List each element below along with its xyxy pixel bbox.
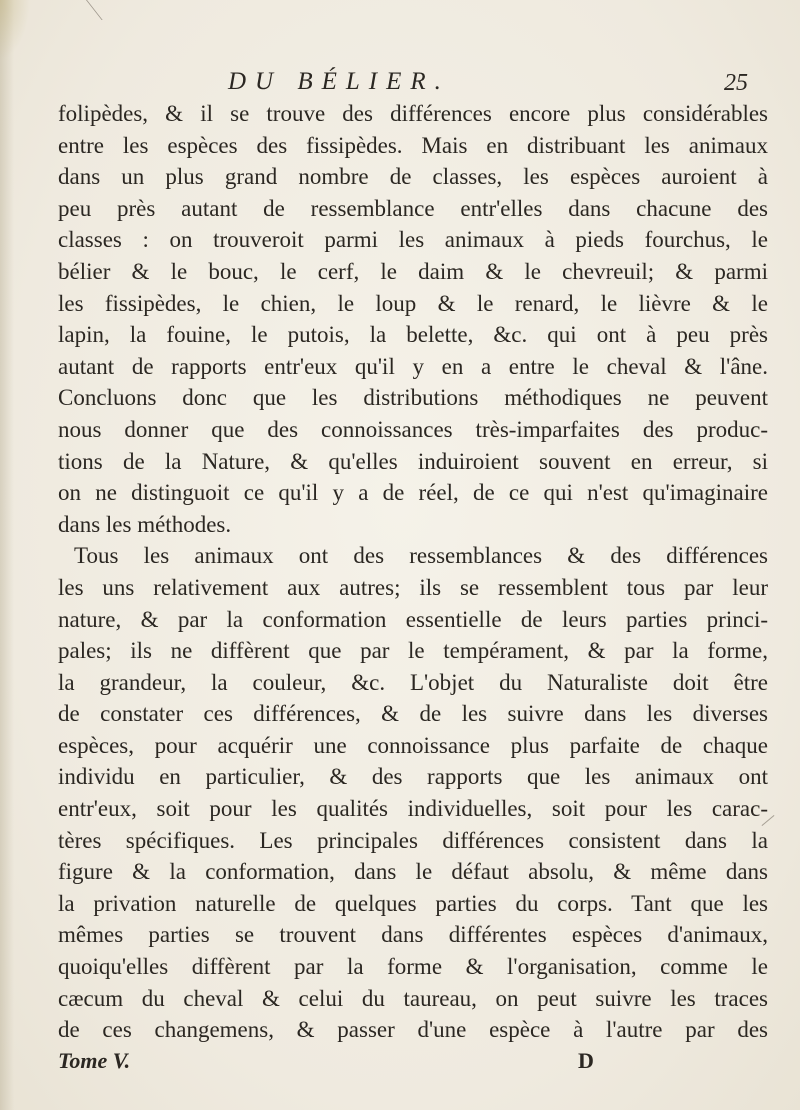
page-header [58,68,768,100]
text-line: pales; ils ne diffèrent que par le tempérament, & par la forme, [58,638,768,664]
text-line: bélier & le bouc, le cerf, le daim & le chevreuil; & parmi [58,258,768,284]
text-line: nous donner que des connoissances très-imparfaites des produc- [58,416,768,442]
text-line: les uns relativement aux autres; ils se ressemblent tous par leur [58,574,768,600]
text-line: cæcum du cheval & celui du taureau, on peut suivre les traces [58,985,768,1011]
binding-shadow [0,0,14,1110]
text-line: classes : on trouveroit parmi les animaux à pieds fourchus, le [58,227,768,253]
text-line: entr'eux, soit pour les qualités individuelles, soit pour les carac- [58,796,768,822]
text-line: mêmes parties se trouvent dans différentes espèces d'animaux, [58,922,768,948]
text-line: lapin, la fouine, le putois, la belette, &c. qui ont à peu près [58,322,768,348]
gathering-signature: D [578,1048,594,1073]
page-footer [58,1048,768,1076]
page-number: 25 [724,70,748,96]
volume-signature: Tome V. [58,1048,131,1073]
running-head: DU BÉLIER. [228,68,450,95]
text-line: espèces, pour acquérir une connoissance plus parfaite de chaque [58,732,768,758]
text-line: la privation naturelle de quelques parties du corps. Tant que les [58,890,768,916]
text-line: autant de rapports entr'eux qu'il y en a entre le cheval & l'âne. [58,353,768,379]
text-line: on ne distinguoit ce qu'il y a de réel, de ce qui n'est qu'imaginaire [58,480,768,506]
text-line: Concluons donc que les distributions méthodiques ne peuvent [58,385,768,411]
text-line: tères spécifiques. Les principales différences consistent dans la [58,827,768,853]
body-text [58,98,768,1046]
text-line: Tous les animaux ont des ressemblances & des différences [74,543,768,569]
text-line: dans les méthodes. [58,511,232,537]
text-line: individu en particulier, & des rapports que les animaux ont [58,764,768,790]
text-line: de ces changemens, & passer d'une espèce à l'autre par des [58,1017,768,1043]
text-line: nature, & par la conformation essentielle de leurs parties princi- [58,606,768,632]
text-line: quoiqu'elles diffèrent par la forme & l'organisation, comme le [58,954,768,980]
text-line: dans un plus grand nombre de classes, les espèces auroient à [58,164,768,190]
text-line: figure & la conformation, dans le défaut absolu, & même dans [58,859,768,885]
text-line: les fissipèdes, le chien, le loup & le renard, le lièvre & le [58,290,768,316]
text-line: peu près autant de ressemblance entr'elles dans chacune des [58,195,768,221]
text-line: folipèdes, & il se trouve des différences encore plus considérables [58,101,768,126]
text-line: la grandeur, la couleur, &c. L'objet du Naturaliste doit être [58,669,768,695]
text-line: tions de la Nature, & qu'elles induiroient souvent en erreur, si [58,448,768,474]
corner-stain [0,0,30,60]
fold-mark [86,0,139,20]
text-line: de constater ces différences, & de les suivre dans les diverses [58,701,768,727]
text-line: entre les espèces des fissipèdes. Mais en distribuant les animaux [58,132,768,158]
